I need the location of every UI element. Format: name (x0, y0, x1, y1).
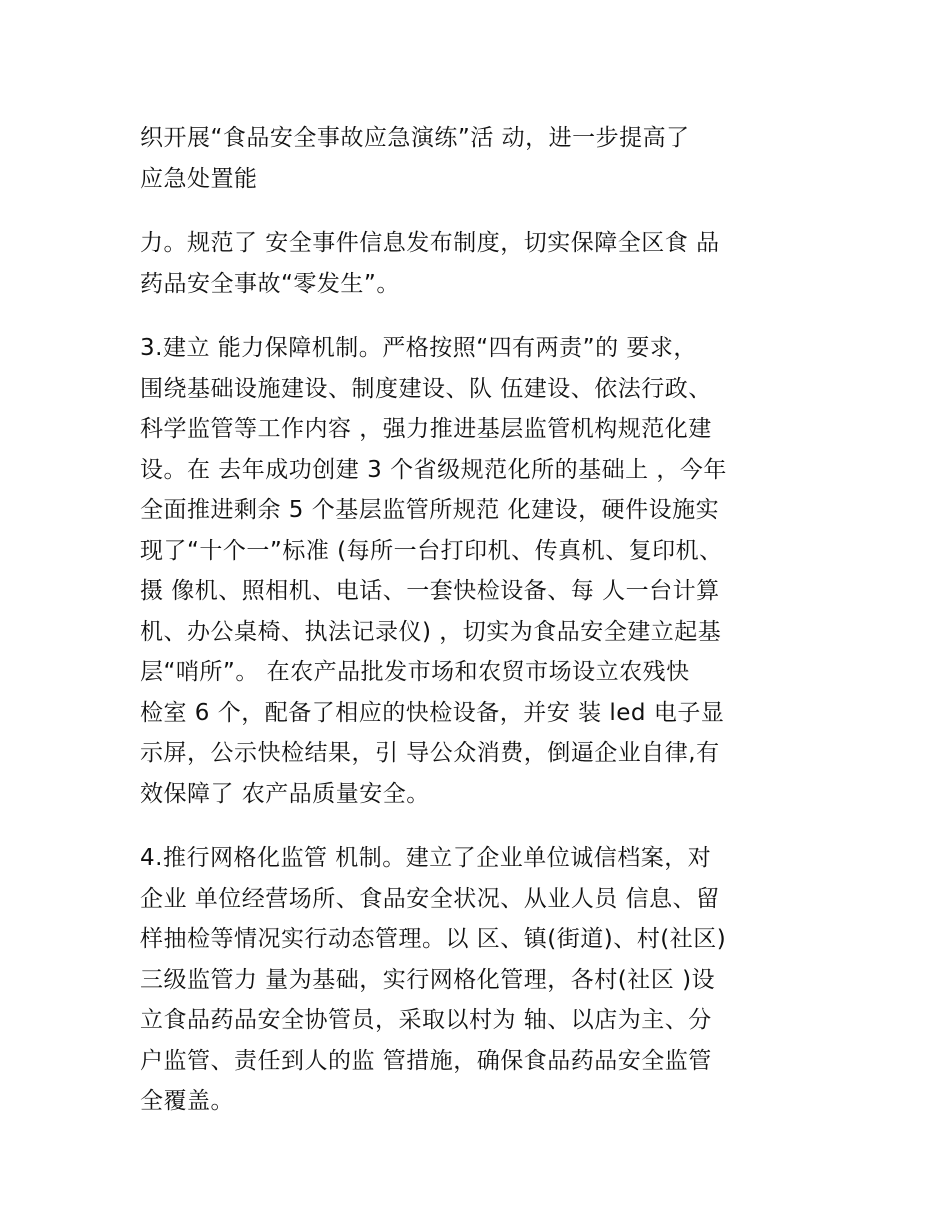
text-line: 设。在 去年成功创建 3 个省级规范化所的基础上 ，今年 (140, 456, 727, 483)
paragraph-1 (140, 118, 830, 199)
text-line: 摄 像机、照相机、电话、一套快检设备、每 人一台计算 (140, 578, 720, 604)
text-line: 检室 6 个，配备了相应的快检设备，并安 装 led 电子显 (140, 699, 725, 726)
text-line: 全面推进剩余 5 个基层监管所规范 化建设，硬件设施实 (140, 497, 720, 523)
text-line: 层“哨所”。 在农产品批发市场和农贸市场设立农残快 (140, 659, 690, 685)
text-line: 样抽检等情况实行动态管理。以 区、镇(街道)、村(社区) (140, 926, 727, 952)
text-line: 三级监管力 量为基础，实行网格化管理，各村(社区 )设 (140, 966, 716, 993)
paragraph-4 (140, 838, 830, 1122)
text-line: 围绕基础设施建设、制度建设、队 伍建设、依法行政、 (140, 375, 712, 402)
text-line: 示屏，公示快检结果，引 导公众消费，倒逼企业自律,有 (140, 740, 720, 766)
document-page (140, 118, 830, 1146)
text-line: 4.推行网格化监管 机制。建立了企业单位诚信档案，对 (140, 845, 712, 871)
text-line: 全覆盖。 (140, 1088, 234, 1114)
text-line: 织开展“食品安全事故应急演练”活 动，进一步提高了 (140, 125, 690, 151)
text-line: 户监管、责任到人的监 管措施，确保食品药品安全监管 (140, 1047, 712, 1074)
text-line: 药品安全事故“零发生”。 (140, 270, 400, 297)
text-line: 现了“十个一”标准 (每所一台打印机、传真机、复印机、 (140, 537, 723, 564)
text-line: 效保障了 农产品质量安全。 (140, 780, 430, 807)
text-line: 3.建立 能力保障机制。严格按照“四有两责”的 要求， (140, 335, 697, 361)
paragraph-3 (140, 328, 830, 814)
text-line: 企业 单位经营场所、食品安全状况、从业人员 信息、留 (140, 885, 720, 912)
text-line: 立食品药品安全协管员，采取以村为 轴、以店为主、分 (140, 1007, 712, 1033)
text-line: 机、办公桌椅、执法记录仪) ，切实为食品安全建立起基 (140, 618, 722, 645)
text-line: 科学监管等工作内容 ，强力推进基层监管机构规范化建 (140, 416, 712, 442)
paragraph-2 (140, 223, 830, 304)
text-line: 应急处置能 (140, 165, 258, 192)
text-line: 力。规范了 安全事件信息发布制度，切实保障全区食 品 (140, 230, 720, 256)
